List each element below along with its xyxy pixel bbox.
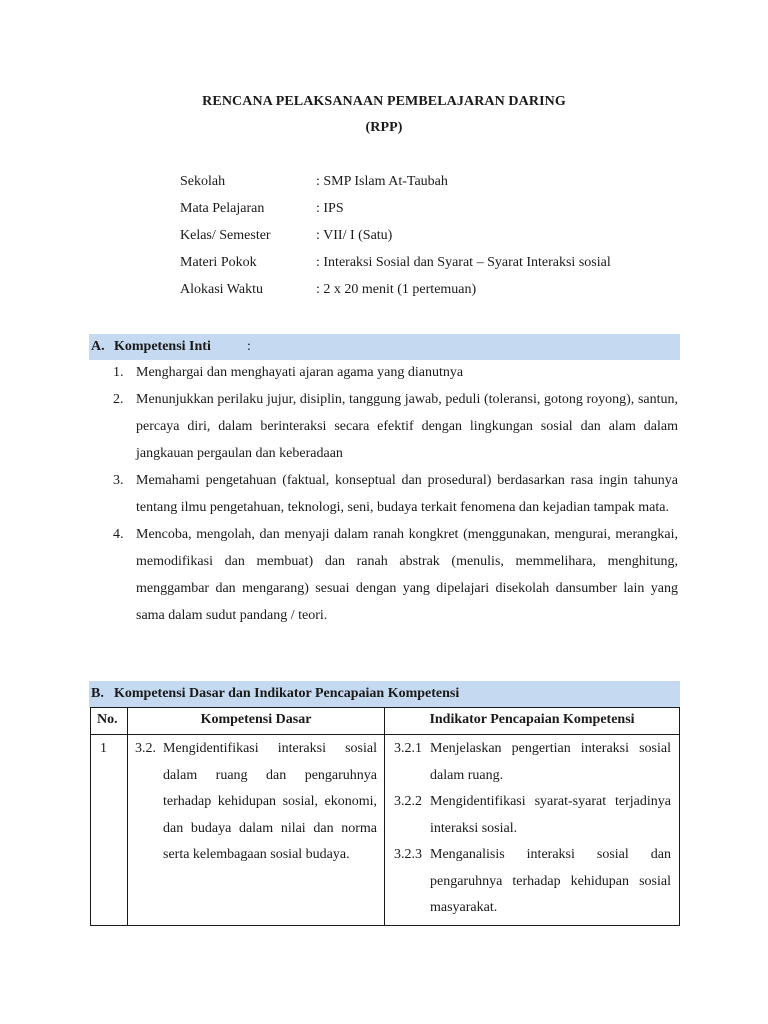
table-row	[91, 735, 680, 926]
list-number: 4.	[113, 527, 124, 542]
identity-value: : 2 x 20 menit (1 pertemuan)	[316, 282, 477, 297]
document-subtitle: (RPP)	[365, 120, 403, 135]
column-header-ipk: Indikator Pencapaian Kompetensi	[385, 708, 680, 735]
identity-value: : Interaksi Sosial dan Syarat – Syarat Interaksi sosial	[316, 255, 611, 270]
basic-competency-cell	[128, 735, 385, 926]
list-item	[113, 467, 678, 521]
identity-value: : SMP Islam At-Taubah	[316, 174, 448, 189]
competency-entry	[129, 736, 383, 869]
list-item	[113, 386, 678, 467]
list-text: Mencoba, mengolah, dan menyaji dalam ranah kongkret (menggunakan, mengurai, merangkai, memodifikasi dan membuat) dan ranah abstrak (menulis, memmelihara, menghitung, menggambar dan mengarang) sesuai dengan yang dipelajari disekolah dansumber lain yang sama dalam sudut pandang / teori.	[136, 527, 678, 623]
indicator-code: 3.2.2	[394, 794, 422, 809]
document-title: RENCANA PELAKSANAAN PEMBELAJARAN DARING	[202, 94, 566, 109]
identity-row-class	[180, 226, 611, 253]
indicator-code: 3.2.1	[394, 741, 422, 756]
list-text: Menunjukkan perilaku jujur, disiplin, tanggung jawab, peduli (toleransi, gotong royong), santun, percaya diri, dalam berinteraksi secara efektif dengan lingkungan sosial dan alam dalam jangkauan pergaulan dan keberadaan	[136, 392, 678, 461]
list-number: 3.	[113, 473, 124, 488]
indicator-text: Menganalisis interaksi sosial dan pengaruhnya terhadap kehidupan sosial masyarakat.	[430, 847, 671, 915]
indicator-entry	[386, 789, 678, 842]
identity-label: Materi Pokok	[180, 255, 257, 270]
identity-label: Kelas/ Semester	[180, 228, 271, 243]
section-b-heading	[89, 681, 680, 707]
identity-value: : IPS	[316, 201, 344, 216]
column-header-no: No.	[91, 708, 128, 735]
indicator-text: Mengidentifikasi syarat-syarat terjadinya interaksi sosial.	[430, 794, 671, 836]
list-number: 1.	[113, 365, 124, 380]
section-a-heading	[89, 334, 680, 360]
indicator-code: 3.2.3	[394, 847, 422, 862]
identity-value: : VII/ I (Satu)	[316, 228, 393, 243]
competency-code: 3.2.	[135, 741, 156, 756]
section-letter: A.	[91, 339, 105, 354]
row-number: 1	[91, 735, 128, 926]
section-title: Kompetensi Dasar dan Indikator Pencapaian Kompetensi	[114, 686, 460, 701]
indicator-cell	[385, 735, 680, 926]
table-header-row	[91, 708, 680, 735]
column-header-kd: Kompetensi Dasar	[128, 708, 385, 735]
list-item	[113, 521, 678, 629]
list-text: Menghargai dan menghayati ajaran agama yang dianutnya	[136, 365, 464, 380]
identity-row-school	[180, 172, 611, 199]
section-title: Kompetensi Inti	[114, 339, 211, 354]
identity-label: Alokasi Waktu	[180, 282, 263, 297]
core-competency-list	[113, 359, 678, 629]
indicator-entry	[386, 736, 678, 789]
identity-block	[180, 172, 611, 307]
identity-label: Sekolah	[180, 174, 226, 189]
list-text: Memahami pengetahuan (faktual, konseptual dan prosedural) berdasarkan rasa ingin tahunya tentang ilmu pengetahuan, teknologi, seni, budaya terkait fenomena dan kejadian tampak mata.	[136, 473, 678, 515]
identity-row-topic	[180, 253, 611, 280]
list-number: 2.	[113, 392, 124, 407]
list-item	[113, 359, 678, 386]
identity-row-time	[180, 280, 611, 307]
identity-row-subject	[180, 199, 611, 226]
indicator-entry	[386, 842, 678, 922]
competency-text: Mengidentifikasi interaksi sosial dalam ruang dan pengaruhnya terhadap kehidupan sosial, ekonomi, dan budaya dalam nilai dan norma serta kelembagaan sosial budaya.	[163, 741, 377, 862]
section-letter: B.	[91, 686, 104, 701]
identity-label: Mata Pelajaran	[180, 201, 265, 216]
competency-table	[90, 707, 680, 926]
section-colon: :	[247, 339, 251, 354]
indicator-text: Menjelaskan pengertian interaksi sosial dalam ruang.	[430, 741, 671, 783]
